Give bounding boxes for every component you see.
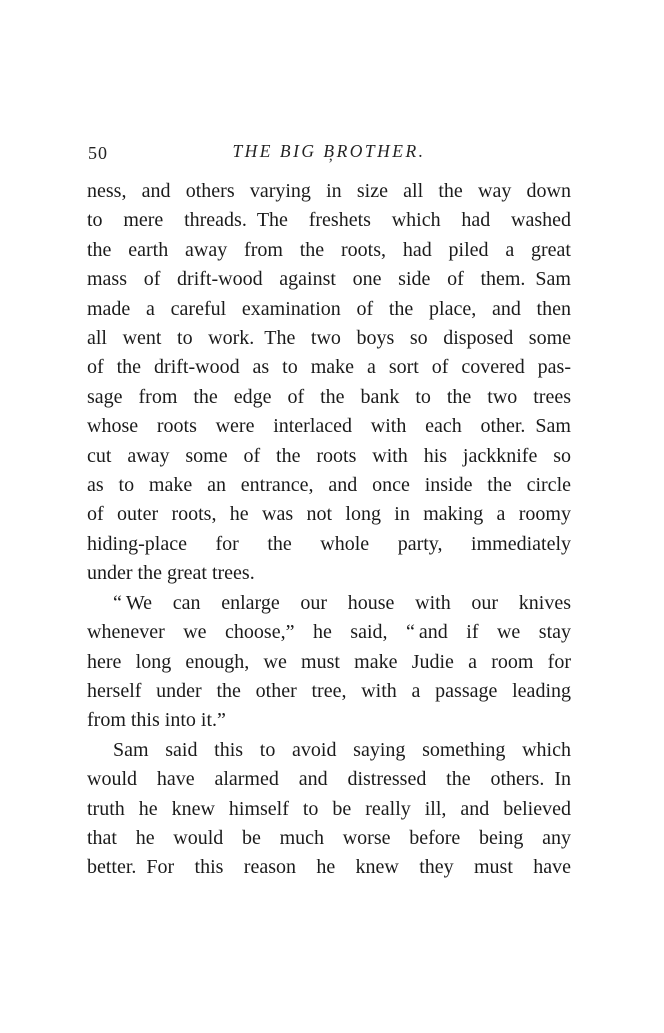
text-line: better. For this reason he knew they must have bbox=[87, 856, 571, 879]
paragraph bbox=[87, 177, 571, 589]
text-line: that he would be much worse before being any bbox=[87, 826, 571, 849]
text-line: whenever we choose,” he said, “ and if we stay bbox=[87, 621, 571, 644]
text-line: cut away some of the roots with his jackknife so bbox=[87, 444, 571, 467]
text-line: of outer roots, he was not long in making a roomy bbox=[87, 503, 571, 526]
text-line: sage from the edge of the bank to the two trees bbox=[87, 385, 571, 408]
text-line: as to make an entrance, and once inside the circle bbox=[87, 474, 571, 497]
text-line: under the great trees. bbox=[87, 562, 255, 585]
text-line: all went to work. The two boys so disposed some bbox=[87, 327, 571, 350]
text-line: to mere threads. The freshets which had washed bbox=[87, 209, 571, 232]
text-line: made a careful examination of the place, and then bbox=[87, 297, 571, 320]
text-line: hiding-place for the whole party, immediately bbox=[87, 532, 571, 555]
text-line: would have alarmed and distressed the others. In bbox=[87, 768, 571, 791]
text-line: whose roots were interlaced with each other. Sam bbox=[87, 415, 571, 438]
text-line: herself under the other tree, with a passage leading bbox=[87, 679, 571, 702]
paragraph bbox=[87, 736, 571, 883]
text-line: of the drift-wood as to make a sort of covered pas- bbox=[87, 356, 571, 379]
stray-ink-mark: ’ bbox=[328, 156, 334, 173]
text-line: from this into it.” bbox=[87, 709, 226, 732]
page-number: 50 bbox=[88, 143, 108, 163]
paragraph bbox=[87, 589, 571, 736]
text-line: the earth away from the roots, had piled a great bbox=[87, 238, 571, 261]
running-title: THE BIG BROTHER. bbox=[232, 141, 426, 161]
text-line: Sam said this to avoid saying something which bbox=[113, 738, 571, 761]
text-line: mass of drift-wood against one side of them. Sam bbox=[87, 268, 571, 291]
text-line: ness, and others varying in size all the way down bbox=[87, 180, 571, 202]
text-line: truth he knew himself to be really ill, and believed bbox=[87, 797, 571, 820]
body-text bbox=[87, 177, 571, 883]
text-line: “ We can enlarge our house with our knives bbox=[113, 591, 571, 614]
text-line: here long enough, we must make Judie a room for bbox=[87, 650, 571, 673]
